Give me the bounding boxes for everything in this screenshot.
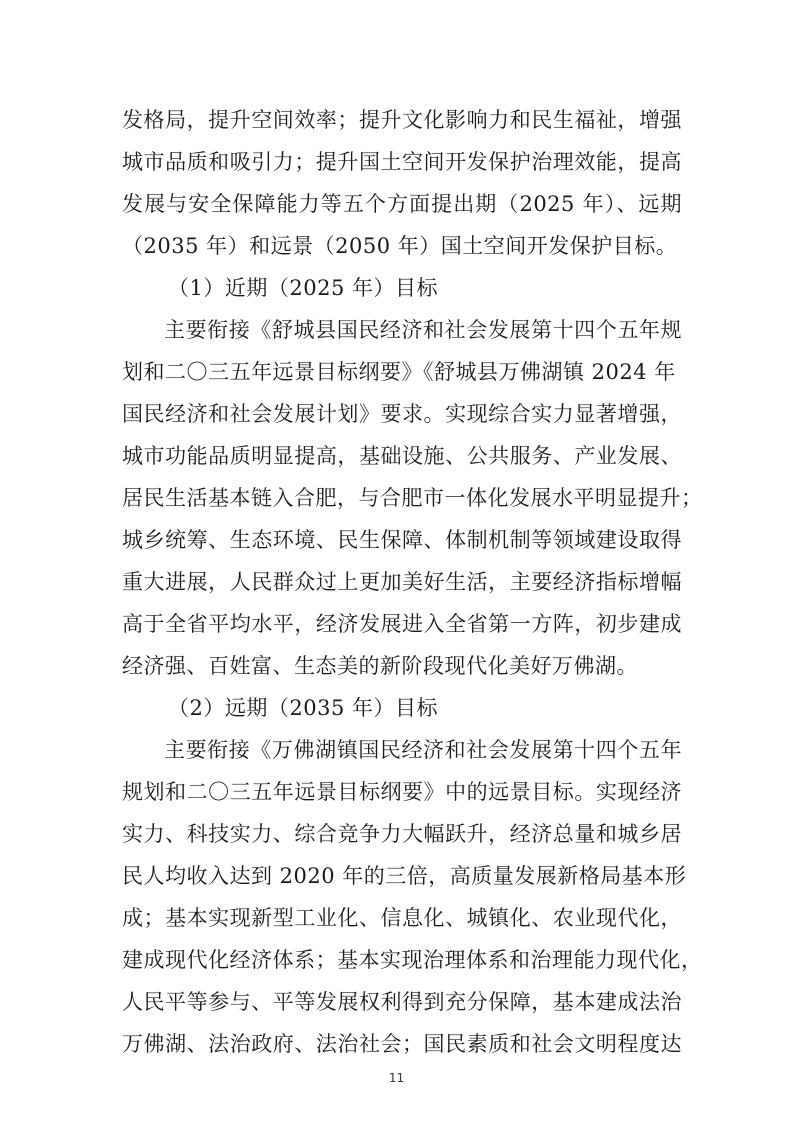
page-number: 11 (388, 1071, 405, 1085)
body-text-line: 成；基本实现新型工业化、信息化、城镇化、农业现代化， (122, 906, 682, 930)
body-text-line: 国民经济和社会发展计划》要求。实现综合实力显著增强， (122, 402, 682, 426)
section-heading-near-term: （1）近期（2025 年）目标 (168, 276, 438, 300)
body-text-line: 划和二〇三五年远景目标纲要》《舒城县万佛湖镇 2024 年 (122, 360, 676, 384)
body-text-line: 人民平等参与、平等发展权利得到充分保障，基本建成法治 (122, 990, 682, 1014)
body-text-line: 万佛湖、法治政府、法治社会；国民素质和社会文明程度达 (122, 1032, 682, 1056)
section-heading-long-term: （2）远期（2035 年）目标 (168, 696, 438, 720)
body-text-line: 民人均收入达到 2020 年的三倍，高质量发展新格局基本形 (122, 864, 687, 888)
body-text-line: 发格局，提升空间效率；提升文化影响力和民生福祉，增强 (122, 108, 682, 132)
body-text-line: 主要衔接《舒城县国民经济和社会发展第十四个五年规 (164, 318, 682, 342)
body-text-line: 城市功能品质明显提高，基础设施、公共服务、产业发展、 (122, 444, 682, 468)
body-text-line: 居民生活基本链入合肥，与合肥市一体化发展水平明显提升； (122, 486, 703, 510)
body-text-line: 发展与安全保障能力等五个方面提出期（2025 年）、远期 (122, 192, 682, 216)
body-text-line: 规划和二〇三五年远景目标纲要》中的远景目标。实现经济 (122, 780, 682, 804)
body-text-line: 主要衔接《万佛湖镇国民经济和社会发展第十四个五年 (164, 738, 682, 762)
body-text-line: 经济强、百姓富、生态美的新阶段现代化美好万佛湖。 (122, 654, 638, 678)
body-text-line: （2035 年）和远景（2050 年）国土空间开发保护目标。 (122, 234, 678, 258)
body-text-line: 建成现代化经济体系；基本实现治理体系和治理能力现代化， (122, 948, 703, 972)
body-text-line: 重大进展，人民群众过上更加美好生活，主要经济指标增幅 (122, 570, 682, 594)
body-text-line: 实力、科技实力、综合竞争力大幅跃升，经济总量和城乡居 (122, 822, 682, 846)
body-text-line: 城乡统筹、生态环境、民生保障、体制机制等领域建设取得 (122, 528, 682, 552)
body-text-line: 城市品质和吸引力；提升国土空间开发保护治理效能，提高 (122, 150, 682, 174)
body-text-line: 高于全省平均水平，经济发展进入全省第一方阵，初步建成 (122, 612, 682, 636)
